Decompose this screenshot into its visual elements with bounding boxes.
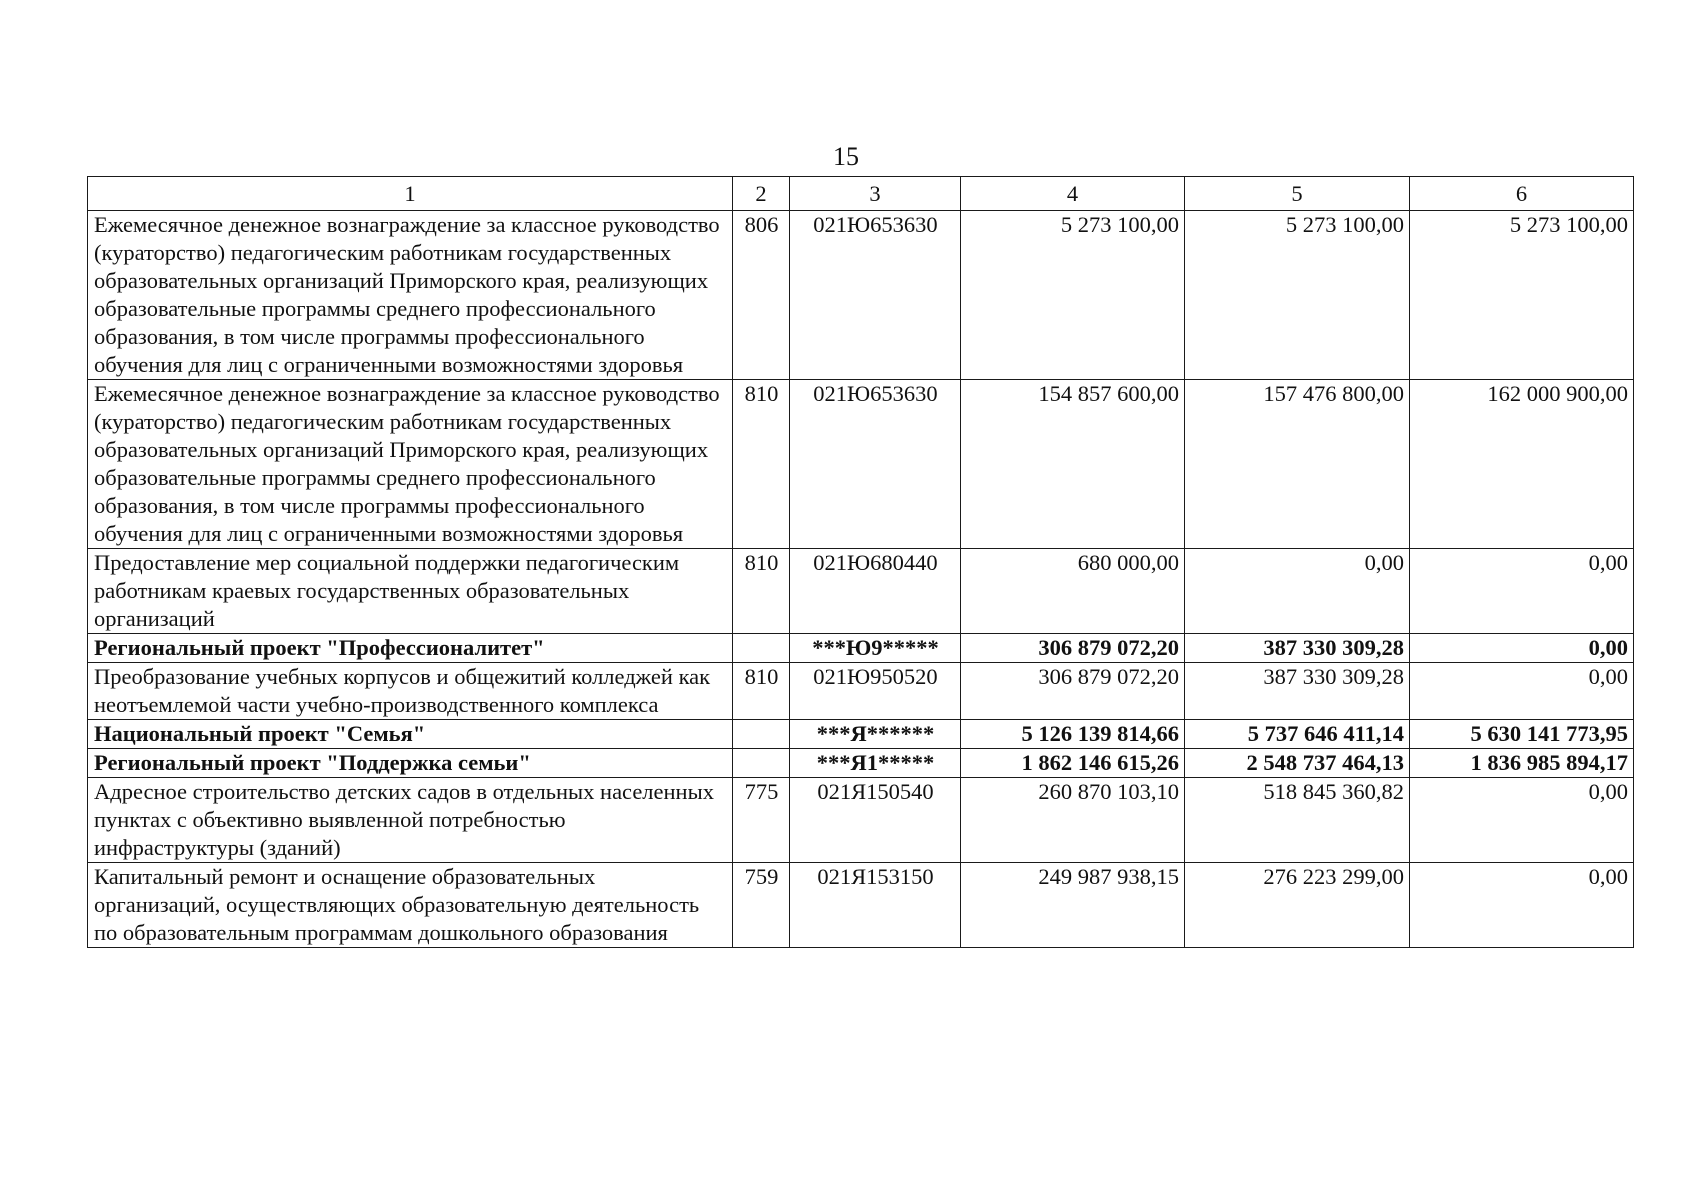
row-amount-year-3: 5 273 100,00 bbox=[1410, 211, 1634, 380]
table-row bbox=[88, 863, 1634, 948]
row-amount-year-3: 0,00 bbox=[1410, 549, 1634, 634]
table-row bbox=[88, 749, 1634, 778]
row-code: 021Ю653630 bbox=[790, 211, 961, 380]
row-name: Региональный проект "Профессионалитет" bbox=[88, 634, 733, 663]
header-col-1: 1 bbox=[88, 177, 733, 211]
row-amount-year-3: 5 630 141 773,95 bbox=[1410, 720, 1634, 749]
row-amount-year-3: 0,00 bbox=[1410, 778, 1634, 863]
row-amount-year-1: 154 857 600,00 bbox=[961, 380, 1185, 549]
row-amount-year-2: 2 548 737 464,13 bbox=[1185, 749, 1410, 778]
row-grbs: 810 bbox=[733, 380, 790, 549]
header-col-3: 3 bbox=[790, 177, 961, 211]
table-row bbox=[88, 720, 1634, 749]
budget-table bbox=[87, 176, 1634, 948]
row-amount-year-2: 5 737 646 411,14 bbox=[1185, 720, 1410, 749]
table-row bbox=[88, 663, 1634, 720]
row-name: Предоставление мер социальной поддержки педагогическим работникам краевых государственных образовательных организаций bbox=[88, 549, 733, 634]
row-amount-year-3: 162 000 900,00 bbox=[1410, 380, 1634, 549]
row-amount-year-3: 0,00 bbox=[1410, 863, 1634, 948]
table-body bbox=[88, 211, 1634, 948]
row-grbs: 810 bbox=[733, 549, 790, 634]
row-amount-year-2: 157 476 800,00 bbox=[1185, 380, 1410, 549]
row-grbs: 806 bbox=[733, 211, 790, 380]
row-amount-year-2: 387 330 309,28 bbox=[1185, 663, 1410, 720]
row-amount-year-1: 5 126 139 814,66 bbox=[961, 720, 1185, 749]
row-amount-year-3: 0,00 bbox=[1410, 634, 1634, 663]
row-grbs bbox=[733, 749, 790, 778]
row-amount-year-2: 387 330 309,28 bbox=[1185, 634, 1410, 663]
row-amount-year-1: 249 987 938,15 bbox=[961, 863, 1185, 948]
row-grbs: 810 bbox=[733, 663, 790, 720]
row-name: Адресное строительство детских садов в отдельных населенных пунктах с объективно выявленной потребностью инфраструктуры (зданий) bbox=[88, 778, 733, 863]
row-amount-year-1: 306 879 072,20 bbox=[961, 634, 1185, 663]
row-amount-year-1: 1 862 146 615,26 bbox=[961, 749, 1185, 778]
row-code: ***Я1***** bbox=[790, 749, 961, 778]
row-code: 021Я153150 bbox=[790, 863, 961, 948]
table-row bbox=[88, 634, 1634, 663]
row-amount-year-2: 276 223 299,00 bbox=[1185, 863, 1410, 948]
row-code: ***Я****** bbox=[790, 720, 961, 749]
row-code: 021Ю653630 bbox=[790, 380, 961, 549]
table-header bbox=[88, 177, 1634, 211]
row-name: Преобразование учебных корпусов и общежитий колледжей как неотъемлемой части учебно-производственного комплекса bbox=[88, 663, 733, 720]
row-grbs: 775 bbox=[733, 778, 790, 863]
row-grbs: 759 bbox=[733, 863, 790, 948]
header-col-6: 6 bbox=[1410, 177, 1634, 211]
table-row bbox=[88, 380, 1634, 549]
row-code: 021Ю950520 bbox=[790, 663, 961, 720]
page-number: 15 bbox=[833, 142, 859, 171]
row-name: Региональный проект "Поддержка семьи" bbox=[88, 749, 733, 778]
table-row bbox=[88, 778, 1634, 863]
row-name: Национальный проект "Семья" bbox=[88, 720, 733, 749]
row-name: Ежемесячное денежное вознаграждение за классное руководство (кураторство) педагогическим работникам государственных образовательных организаций Приморского края, реализующих образовательные программы среднего профессионального образования, в том числе программы профессионального обучения для лиц с ограниченными возможностями здоровья bbox=[88, 380, 733, 549]
header-col-4: 4 bbox=[961, 177, 1185, 211]
row-amount-year-3: 0,00 bbox=[1410, 663, 1634, 720]
row-code: 021Ю680440 bbox=[790, 549, 961, 634]
header-row bbox=[88, 177, 1634, 211]
row-amount-year-2: 518 845 360,82 bbox=[1185, 778, 1410, 863]
table-row bbox=[88, 211, 1634, 380]
header-col-2: 2 bbox=[733, 177, 790, 211]
row-name: Ежемесячное денежное вознаграждение за классное руководство (кураторство) педагогическим работникам государственных образовательных организаций Приморского края, реализующих образовательные программы среднего профессионального образования, в том числе программы профессионального обучения для лиц с ограниченными возможностями здоровья bbox=[88, 211, 733, 380]
row-grbs bbox=[733, 720, 790, 749]
row-name: Капитальный ремонт и оснащение образовательных организаций, осуществляющих образовательную деятельность по образовательным программам дошкольного образования bbox=[88, 863, 733, 948]
row-amount-year-3: 1 836 985 894,17 bbox=[1410, 749, 1634, 778]
row-grbs bbox=[733, 634, 790, 663]
row-amount-year-1: 260 870 103,10 bbox=[961, 778, 1185, 863]
row-code: 021Я150540 bbox=[790, 778, 961, 863]
row-amount-year-2: 0,00 bbox=[1185, 549, 1410, 634]
row-code: ***Ю9***** bbox=[790, 634, 961, 663]
header-col-5: 5 bbox=[1185, 177, 1410, 211]
row-amount-year-2: 5 273 100,00 bbox=[1185, 211, 1410, 380]
row-amount-year-1: 5 273 100,00 bbox=[961, 211, 1185, 380]
row-amount-year-1: 306 879 072,20 bbox=[961, 663, 1185, 720]
table-row bbox=[88, 549, 1634, 634]
row-amount-year-1: 680 000,00 bbox=[961, 549, 1185, 634]
